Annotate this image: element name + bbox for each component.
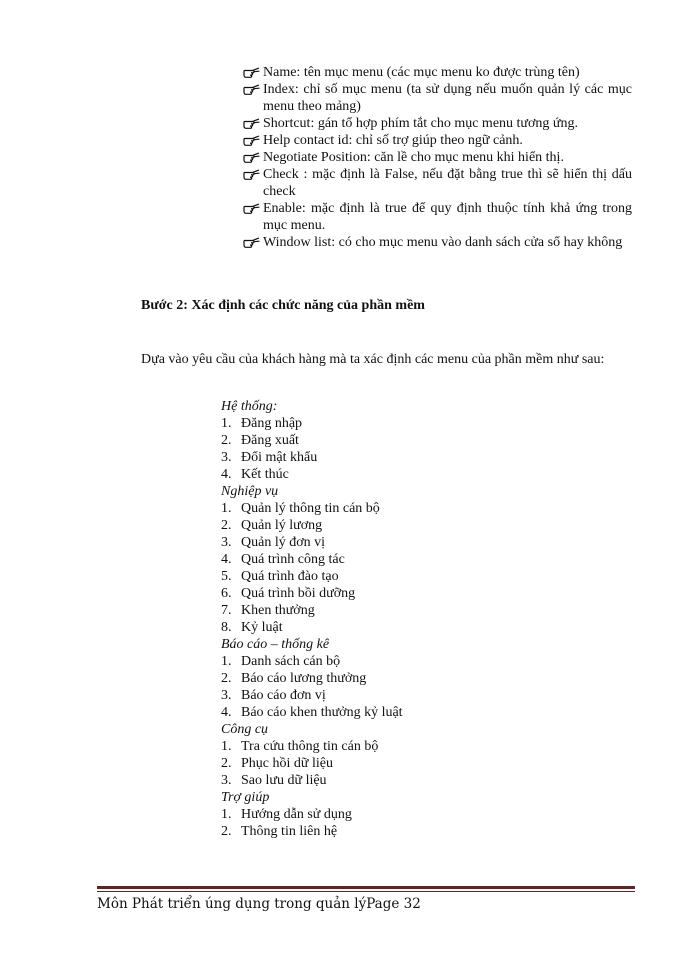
page-footer [97, 895, 421, 913]
bullet-text: Enable: mặc định là true để quy định thuộc tính khả ứng trong mục menu. [263, 201, 632, 233]
pointing-hand-icon [243, 116, 260, 130]
intro-paragraph: Dựa vào yêu cầu của khách hàng mà ta xác định các menu của phần mềm như sau: [141, 352, 605, 367]
menu-item-label: Đổi mật khẩu [241, 450, 318, 465]
bullet-item [243, 132, 632, 149]
menu-item: 3. Báo cáo đơn vị [221, 688, 326, 703]
menu-item: 1. Tra cứu thông tin cán bộ [221, 739, 379, 754]
bullet-item [243, 64, 632, 81]
bullet-item [243, 149, 632, 166]
pointing-hand-icon [243, 82, 260, 96]
menu-item-label: Quá trình đào tạo [241, 569, 339, 584]
menu-item: 3. Đổi mật khẩu [221, 450, 318, 465]
menu-item-label: Báo cáo khen thưởng kỷ luật [241, 705, 403, 720]
menu-item-label: Quá trình bồi dưỡng [241, 586, 356, 601]
menu-group-title: Trợ giúp [221, 790, 270, 805]
menu-item-label: Phục hồi dữ liệu [241, 756, 333, 771]
menu-item-label: Hướng dẫn sử dụng [241, 807, 352, 822]
menu-item-label: Kết thúc [241, 467, 289, 482]
menu-group-items [221, 500, 521, 636]
menu-item-label: Sao lưu dữ liệu [241, 773, 327, 788]
menu-item: 2. Báo cáo lương thưởng [221, 671, 367, 686]
bullet-item [243, 166, 632, 200]
menu-item: 5. Quá trình đào tạo [221, 569, 339, 584]
menu-item: 4. Báo cáo khen thưởng kỷ luật [221, 705, 403, 720]
bullet-text: Index: chỉ số mục menu (ta sử dụng nếu muốn quản lý các mục menu theo mảng) [263, 82, 632, 114]
menu-item: 2. Thông tin liên hệ [221, 824, 338, 839]
menu-item-label: Quá trình công tác [241, 552, 345, 567]
menu-group-title: Công cụ [221, 722, 269, 737]
bullet-text: Shortcut: gán tổ hợp phím tắt cho mục menu tương ứng. [263, 116, 578, 131]
bullet-text: Negotiate Position: căn lề cho mục menu khi hiển thị. [263, 150, 564, 165]
bullet-text: Window list: có cho mục menu vào danh sách cửa sổ hay không [263, 235, 623, 250]
pointing-hand-icon [243, 150, 260, 164]
bullet-item [243, 200, 632, 234]
menu-item-label: Quản lý thông tin cán bộ [241, 501, 380, 516]
menu-item-label: Tra cứu thông tin cán bộ [241, 739, 379, 754]
pointing-hand-icon [243, 167, 260, 181]
pointing-hand-icon [243, 235, 260, 249]
menu-item: 7. Khen thưởng [221, 603, 315, 618]
bullet-item [243, 115, 632, 132]
menu-item: 3. Sao lưu dữ liệu [221, 773, 327, 788]
menu-item-label: Danh sách cán bộ [241, 654, 341, 669]
menu-item: 8. Kỷ luật [221, 620, 283, 635]
footer-rule-thin [97, 891, 635, 892]
menu-group-title: Hệ thống: [221, 399, 278, 414]
menu-item: 2. Quản lý lương [221, 518, 323, 533]
footer-rule-thick [97, 886, 635, 889]
menu-item-label: Đăng xuất [241, 433, 299, 448]
menu-item-label: Quản lý đơn vị [241, 535, 326, 550]
bullet-text: Check : mặc định là False, nếu đặt bằng true thì sẽ hiển thị dấu check [263, 167, 632, 199]
menu-group-items [221, 653, 521, 721]
menu-item: 3. Quản lý đơn vị [221, 535, 326, 550]
menu-item: 1. Đăng nhập [221, 416, 303, 431]
pointing-hand-icon [243, 65, 260, 79]
pointing-hand-icon [243, 133, 260, 147]
menu-group-title: Nghiệp vụ [221, 484, 279, 499]
menu-item-label: Đăng nhập [241, 416, 303, 431]
menu-item: 4. Kết thúc [221, 467, 289, 482]
menu-item: 2. Phục hồi dữ liệu [221, 756, 333, 771]
menu-item: 1. Quản lý thông tin cán bộ [221, 501, 380, 516]
menu-item-label: Quản lý lương [241, 518, 323, 533]
footer-course-name: Môn Phát triển úng dụng trong quản lý [97, 896, 367, 912]
footer-page-number: Page 32 [366, 896, 421, 912]
property-bullet-list [243, 64, 632, 251]
menu-item-label: Báo cáo đơn vị [241, 688, 326, 703]
menu-item: 6. Quá trình bồi dưỡng [221, 586, 356, 601]
bullet-text: Help contact id: chỉ số trợ giúp theo ngữ cảnh. [263, 133, 523, 148]
menu-group-items [221, 806, 521, 840]
pointing-hand-icon [243, 201, 260, 215]
menu-item: 1. Danh sách cán bộ [221, 654, 341, 669]
menu-group-items [221, 738, 521, 789]
menu-item-label: Báo cáo lương thưởng [241, 671, 367, 686]
bullet-item [243, 81, 632, 115]
bullet-text: Name: tên mục menu (các mục menu ko được trùng tên) [263, 65, 580, 80]
menu-item-label: Kỷ luật [241, 620, 283, 635]
menu-item-label: Thông tin liên hệ [241, 824, 338, 839]
menu-group-items [221, 415, 521, 483]
menu-item-label: Khen thưởng [241, 603, 315, 618]
menu-structure [221, 398, 521, 840]
footer-divider [97, 886, 635, 893]
bullet-item [243, 234, 632, 251]
step-heading: Bước 2: Xác định các chức năng của phần mềm [141, 298, 425, 313]
menu-item: 4. Quá trình công tác [221, 552, 345, 567]
menu-group-title: Báo cáo – thống kê [221, 637, 330, 652]
menu-item: 1. Hướng dẫn sử dụng [221, 807, 352, 822]
menu-item: 2. Đăng xuất [221, 433, 299, 448]
